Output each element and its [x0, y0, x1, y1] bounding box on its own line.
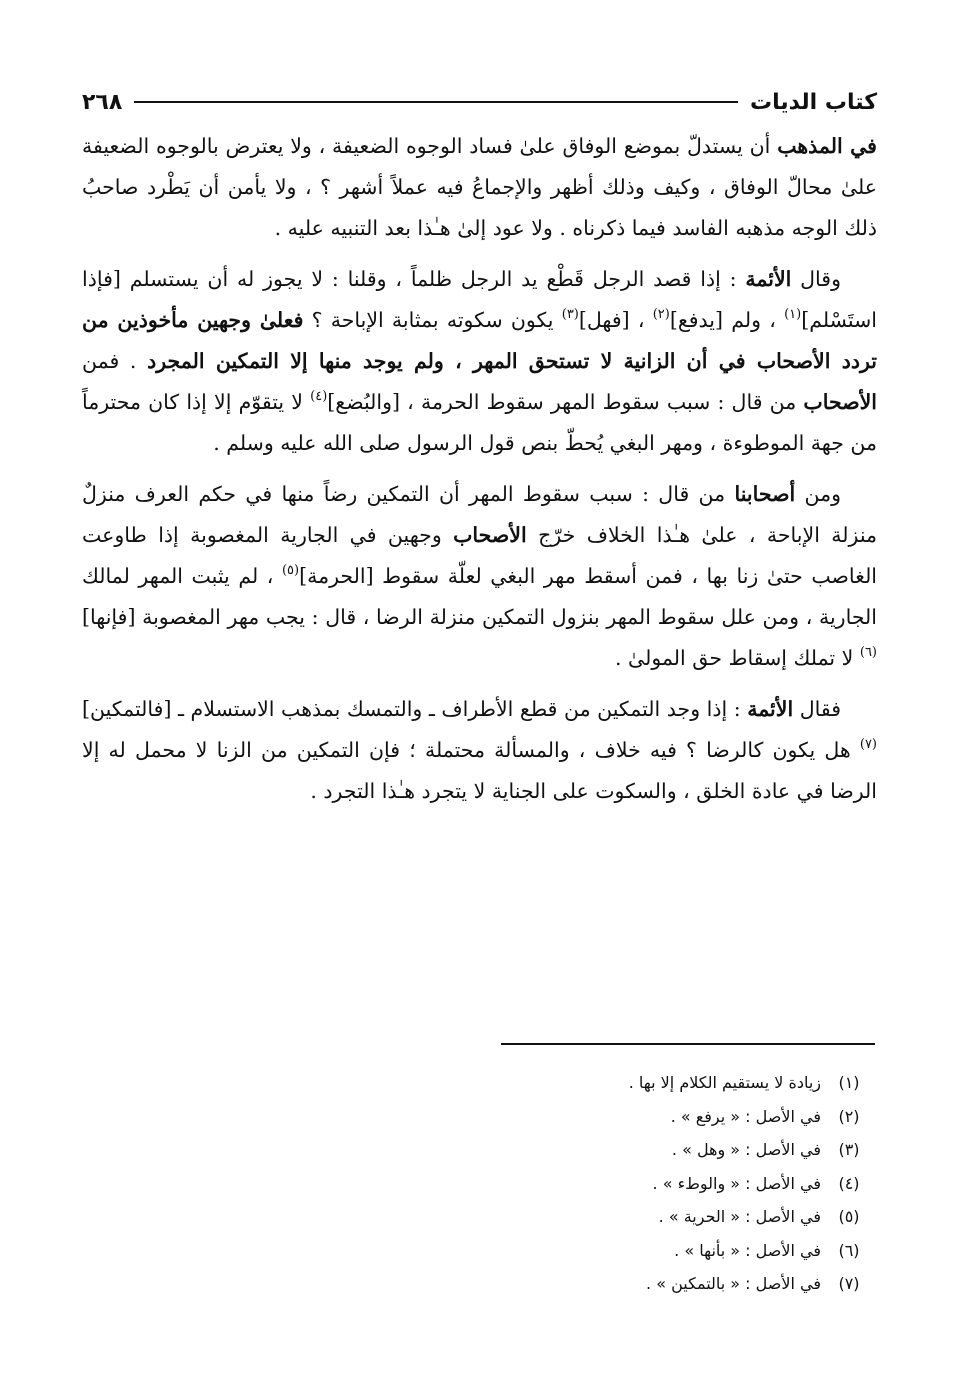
bold-term: الأصحاب: [453, 523, 527, 547]
footnote-text: في الأصل : « بالتمكين » .: [646, 1274, 821, 1293]
paragraph: [82, 474, 877, 679]
footnote-reference: (٦): [859, 645, 877, 660]
footnote-number: (٤): [838, 1173, 860, 1193]
text-run: ، لم يثبت المهر لمالك الجارية ، ومن علل سقوط المهر بنزول التمكين منزلة الرضا ، قال : يجب مهر المغصوبة [فإنها]: [82, 564, 877, 629]
footnote-reference: (٣): [561, 307, 579, 322]
footnote-item: [82, 1066, 877, 1100]
bold-term: الأئمة: [747, 697, 794, 721]
text-run: وجهين في الجارية المغصوبة إذا طاوعت الغاصب حتىٰ زنا بها ، فمن أسقط مهر البغي لعلّة سقوط [الحرمة]: [82, 523, 878, 588]
footnote-reference: (٤): [310, 389, 328, 404]
header-rule: [134, 101, 738, 103]
text-run: من قال : سبب سقوط المهر سقوط الحرمة ، [والبُضع]: [327, 390, 804, 414]
text-run: يكون سكوته بمثابة الإباحة ؟: [303, 308, 562, 332]
bold-term: في المذهب: [777, 134, 877, 158]
text-run: لا تملك إسقاط حق المولىٰ .: [615, 646, 860, 670]
page-number: ٢٦٨: [82, 89, 123, 115]
bold-term: الأصحاب: [803, 390, 877, 414]
footnote-number: (٧): [838, 1274, 860, 1293]
footnote-item: [82, 1167, 877, 1201]
footnote-reference: (٥): [281, 563, 300, 578]
footnote-reference: (١): [784, 307, 802, 322]
paragraph: [82, 259, 877, 464]
footnote-text: في الأصل : « يرفع » .: [670, 1106, 821, 1126]
text-run: ، [فهل]: [578, 308, 653, 332]
text-run: : إذا وجد التمكين من قطع الأطراف ـ والتمسك بمذهب الاستسلام ـ [فالتمكين]: [82, 697, 748, 721]
footnote-item: [82, 1234, 877, 1268]
footnote-text: في الأصل : « والوطء » .: [652, 1173, 821, 1193]
text-run: . فمن: [82, 349, 148, 373]
footnote-item: [82, 1200, 877, 1234]
footnote-item: [82, 1267, 877, 1301]
footnote-text: في الأصل : « بأنها » .: [674, 1240, 821, 1260]
text-run: من قال : سبب سقوط المهر أن التمكين رضاً منها في حكم العرف منزلٌ منزلة الإباحة ، علىٰ هـٰذا الخلاف خرّج: [82, 482, 877, 547]
text-run: ، ولم [يدفع]: [669, 308, 785, 332]
text-run: : إذا قصد الرجل قَطْع يد الرجل ظلماً ، وقلنا : لا يجوز له أن يستسلم [فإذا استَسْلم]: [82, 267, 877, 332]
text-run: فقال: [793, 697, 842, 721]
bold-term: فعلىٰ وجهين مأخوذين من تردد الأصحاب في أن الزانية لا تستحق المهر ، ولم يوجد منها إلا التمكين المجرد: [82, 308, 877, 373]
footnote-reference: (٧): [859, 737, 877, 752]
footnote-number: (٢): [838, 1106, 860, 1126]
text-run: هل يكون كالرضا ؟ فيه خلاف ، والمسألة محتملة ؛ فإن التمكين من الزنا لا محمل له إلا الرضا في عادة الخلق ، والسكوت على الجناية لا يتجرد هـٰذا التجرد .: [82, 738, 877, 803]
paragraph: [82, 126, 877, 249]
text-run: وقال: [791, 267, 842, 291]
footnote-reference: (٢): [652, 307, 670, 322]
text-run: أن يستدلّ بموضع الوفاق علىٰ فساد الوجوه الضعيفة ، ولا يعترض بالوجوه الضعيفة علىٰ محالّ الوفاق ، وكيف وذلك أظهر والإجماعُ فيه عملاً أشهر ؟ ، ولا يأمن أن يَطْرد صاحبُ ذلك الوجه مذهبه الفاسد فيما ذكرناه . ولا عود إلىٰ هـٰذا بعد التنبيه عليه .: [82, 134, 877, 240]
footnote-separator: [501, 1043, 875, 1045]
footnote-item: [82, 1133, 877, 1167]
footnote-text: في الأصل : « الحرية » .: [658, 1207, 821, 1226]
text-run: لا يتقوّم إلا إذا كان محترماً من جهة الموطوءة ، ومهر البغي يُحطّ بنص قول الرسول صلى الله عليه وسلم .: [82, 390, 877, 455]
bold-term: الأئمة: [745, 267, 792, 291]
footnotes: [82, 1066, 877, 1301]
text-run: ومن: [795, 482, 841, 506]
paragraph: [82, 689, 877, 812]
page-header: [82, 82, 877, 122]
footnote-number: (١): [838, 1073, 860, 1092]
footnote-text: زيادة لا يستقيم الكلام إلا بها .: [628, 1073, 821, 1092]
footnote-text: في الأصل : « وهل » .: [671, 1140, 821, 1159]
bold-term: أصحابنا: [734, 482, 796, 506]
footnote-number: (٦): [838, 1240, 860, 1260]
main-text: [82, 126, 877, 822]
running-title: كتاب الديات: [750, 89, 877, 115]
footnote-item: [82, 1100, 877, 1134]
footnote-number: (٣): [838, 1140, 860, 1159]
footnote-number: (٥): [838, 1207, 860, 1226]
